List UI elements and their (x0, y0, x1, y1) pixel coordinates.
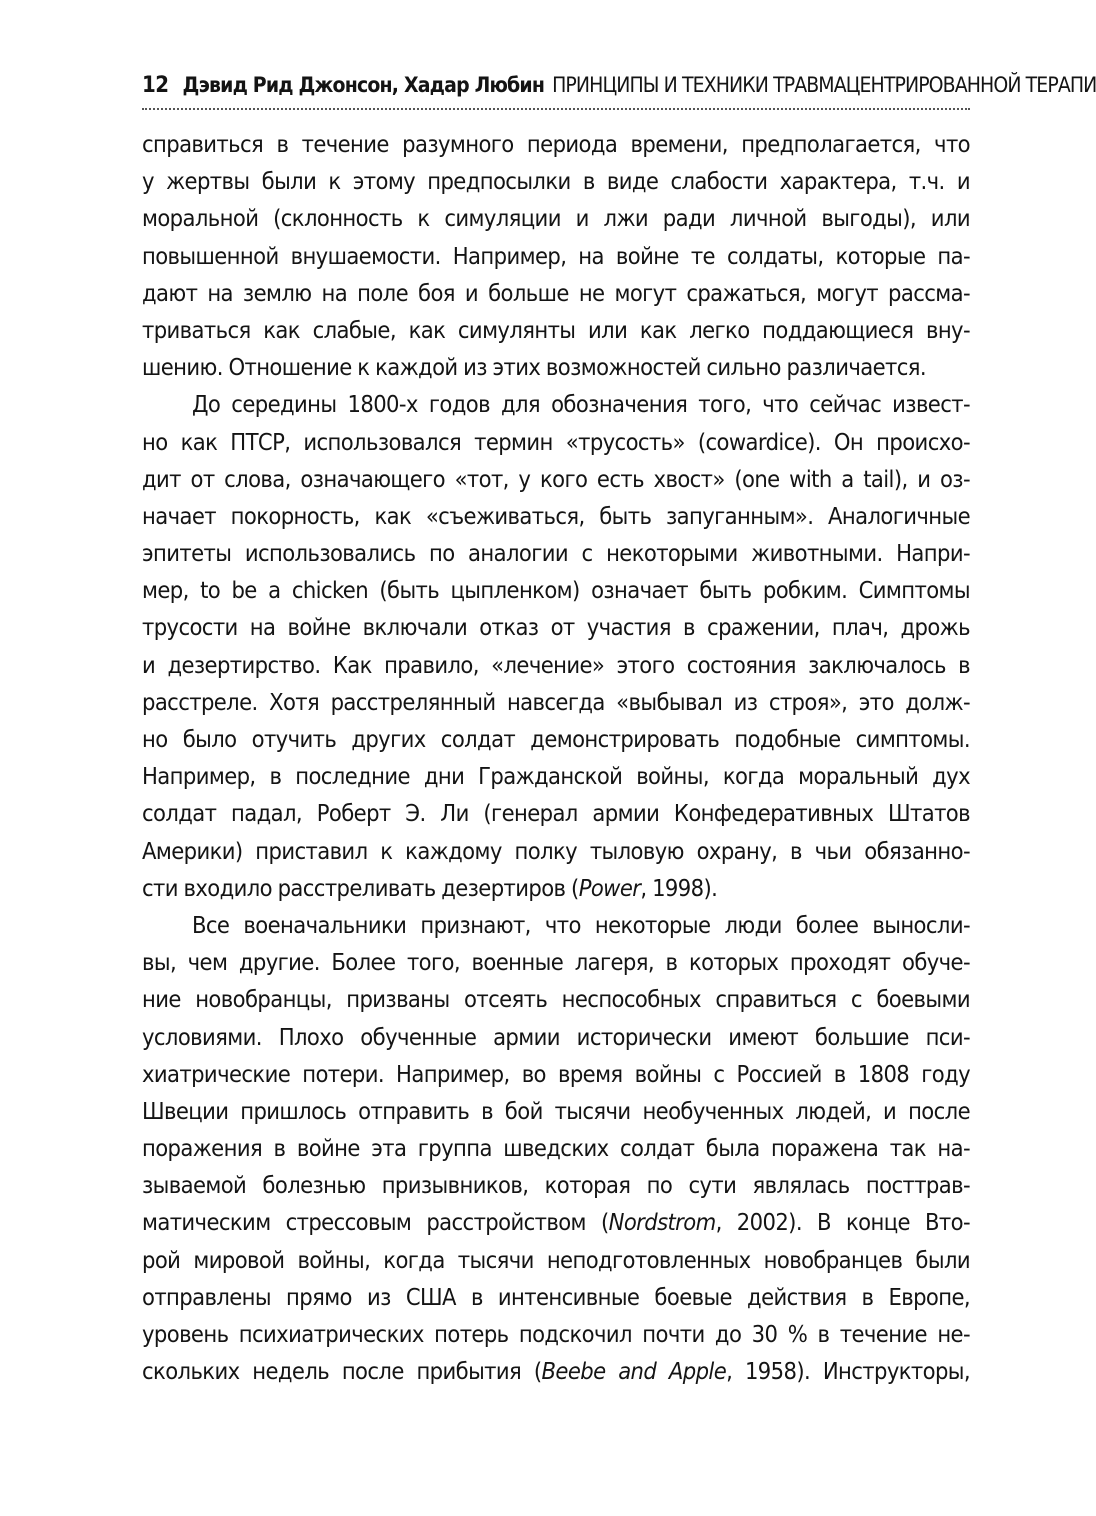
text-line: Америки) приставил к каждому полку тыловую охрану, в чьи обязанно- (142, 836, 970, 865)
text-line: вы, чем другие. Более того, военные лагеря, в которых проходят обуче- (142, 948, 970, 977)
text-line: у жертвы были к этому предпосылки в виде слабости характера, т.ч. и (142, 167, 970, 196)
text-line: условиями. Плохо обученные армии исторически имеют большие пси- (142, 1022, 970, 1051)
text-segment: матическим стрессовым расстройством ( (142, 1208, 609, 1237)
text-line: но как ПТСР, использовался термин «трусость» (cowardice). Он происхо- (142, 427, 970, 456)
text-line: дит от слова, означающего «тот, у кого есть хвост» (one with a tail), и оз- (142, 464, 970, 493)
text-line: поражения в войне эта группа шведских солдат была поражена так на- (142, 1134, 970, 1163)
text-line: уровень психиатрических потерь подскочил почти до 30 % в течение не- (142, 1320, 970, 1349)
header-authors: Дэвид Рид Джонсон, Хадар Любин (182, 73, 545, 97)
text-line: триваться как слабые, как симулянты или как легко поддающиеся вну- (142, 315, 970, 344)
text-segment: , 1958). Инструкторы, (726, 1357, 971, 1386)
text-line: мер, to be a chicken (быть цыпленком) означает быть робким. Симптомы (142, 576, 970, 605)
text-line: До середины 1800-х годов для обозначения того, что сейчас извест- (192, 390, 970, 419)
text-line: начает покорность, как «съеживаться, быть запуганным». Аналогичные (142, 501, 970, 530)
text-line (142, 1353, 970, 1390)
text-line: шению. Отношение к каждой из этих возможностей сильно различается. (142, 353, 926, 382)
text-line: хиатрические потери. Например, во время войны с Россией в 1808 году (142, 1059, 970, 1088)
text-segment: , 2002). В конце Вто- (715, 1208, 970, 1237)
text-line: ние новобранцы, призваны отсеять неспособных справиться с боевыми (142, 985, 970, 1014)
text-line: но было отучить других солдат демонстрировать подобные симптомы. (142, 725, 970, 754)
paragraph-3 (142, 907, 970, 1390)
text-line: солдат падал, Роберт Э. Ли (генерал армии Конфедеративных Штатов (142, 799, 970, 828)
text-line: Швеции пришлось отправить в бой тысячи необученных людей, и после (142, 1096, 970, 1125)
text-segment: сти входило расстреливать дезертиров ( (142, 873, 579, 902)
citation-author: Power (578, 873, 641, 902)
text-line: зываемой болезнью призывников, которая по сути являлась посттрав- (142, 1171, 970, 1200)
text-line: повышенной внушаемости. Например, на войне те солдаты, которые па- (142, 241, 970, 270)
text-line: моральной (склонность к симуляции и лжи ради личной выгоды), или (142, 204, 970, 233)
header-dotted-rule (142, 108, 970, 110)
paragraph-2 (142, 386, 970, 907)
text-line: эпитеты использовались по аналогии с некоторыми животными. Напри- (142, 539, 970, 568)
text-line: справиться в течение разумного периода времени, предполагается, что (142, 130, 970, 158)
header-book-title: ПРИНЦИПЫ И ТЕХНИКИ ТРАВМАЦЕНТРИРОВАННОЙ ТЕРАПИ (552, 73, 1096, 97)
text-line: Например, в последние дни Гражданской войны, когда моральный дух (142, 762, 970, 791)
text-line: рой мировой войны, когда тысячи неподготовленных новобранцев были (142, 1245, 970, 1274)
text-line: трусости на войне включали отказ от участия в сражении, плач, дрожь (142, 613, 970, 642)
text-line: и дезертирство. Как правило, «лечение» этого состояния заключалось в (142, 650, 970, 679)
text-line: отправлены прямо из США в интенсивные боевые действия в Европе, (142, 1282, 970, 1311)
running-header (142, 70, 1096, 106)
page-number: 12 (142, 73, 169, 98)
text-line (142, 870, 970, 907)
text-line: дают на землю на поле боя и больше не могут сражаться, могут рассма- (142, 278, 970, 307)
text-segment: скольких недель после прибытия ( (142, 1357, 542, 1386)
text-segment: , 1998). (640, 873, 718, 902)
paragraph-1 (142, 126, 970, 386)
body-text (142, 126, 970, 1390)
citation-author: Beebe and Apple (541, 1357, 727, 1386)
citation-author: Nordstrom (608, 1208, 716, 1237)
text-line: расстреле. Хотя расстрелянный навсегда «выбывал из строя», это долж- (142, 687, 970, 716)
text-line: Все военачальники признают, что некоторые люди более выносли- (192, 910, 970, 939)
text-line (142, 1204, 970, 1241)
